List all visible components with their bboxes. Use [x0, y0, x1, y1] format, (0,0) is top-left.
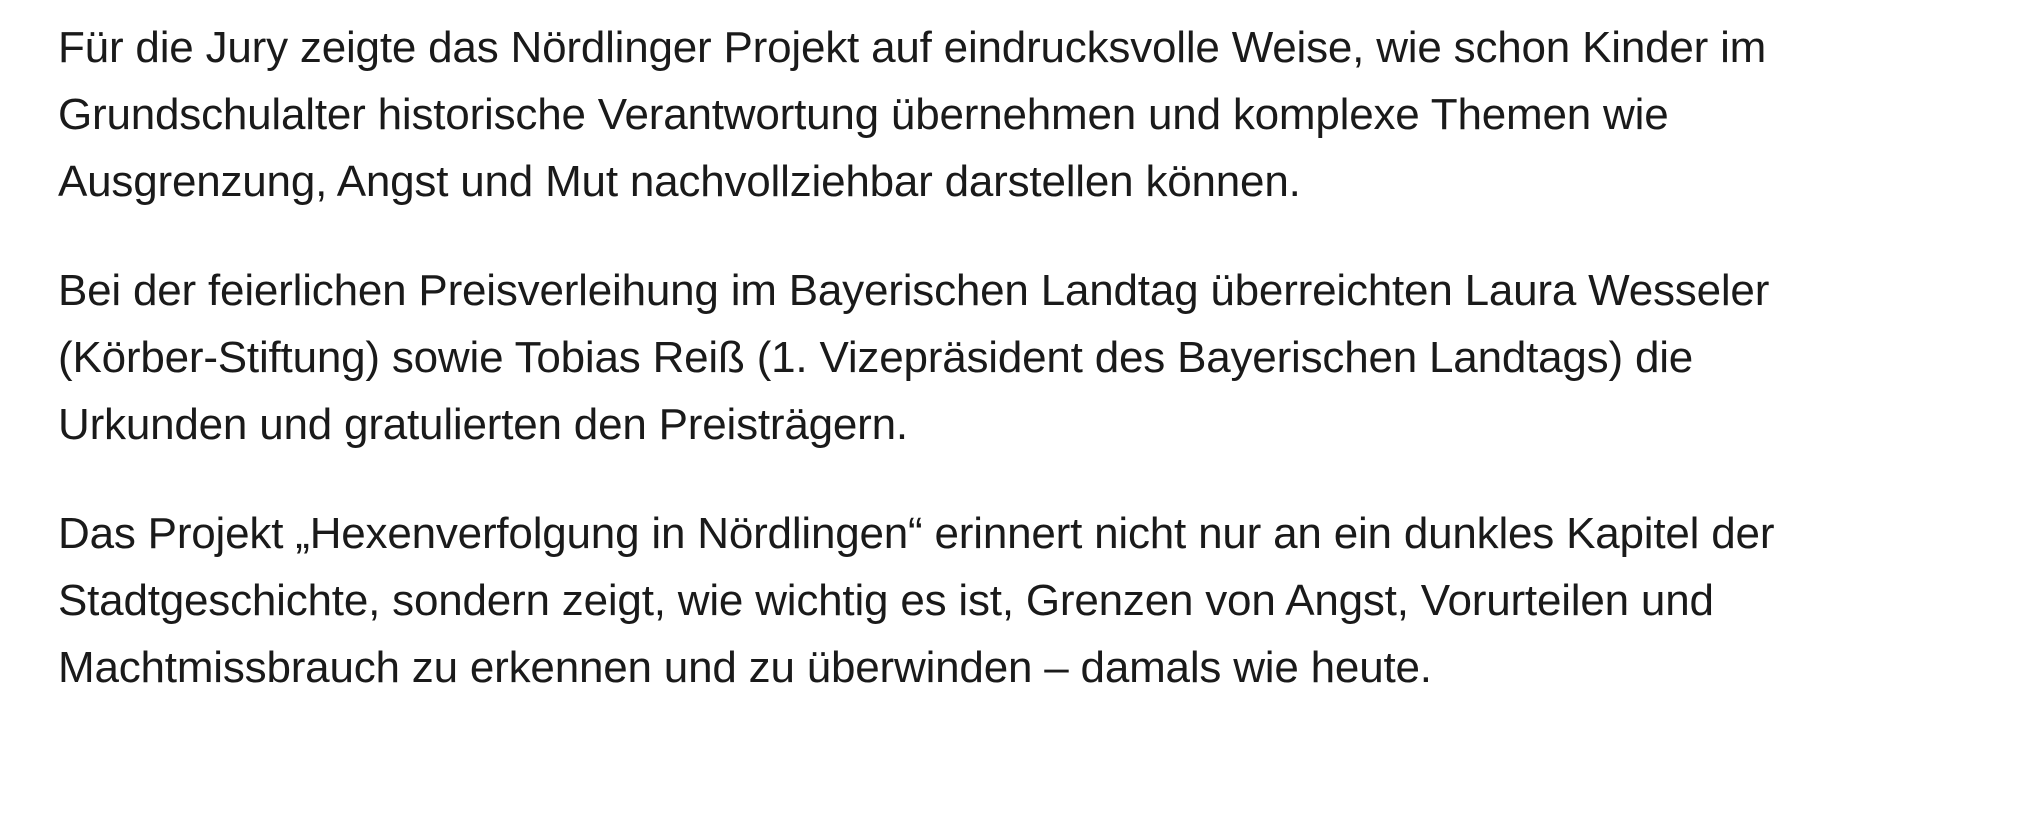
text-line: Für die Jury zeigte das Nördlinger Projekt auf eindrucksvolle Weise, wie schon Kinder im [58, 23, 1767, 72]
text-line: Machtmissbrauch zu erkennen und zu überwinden – damals wie heute. [58, 643, 1432, 692]
text-line: (Körber-Stiftung) sowie Tobias Reiß (1. Vizepräsident des Bayerischen Landtags) die [58, 333, 1694, 382]
text-line: Grundschulalter historische Verantwortung übernehmen und komplexe Themen wie [58, 90, 1669, 139]
paragraph-jury [58, 14, 2002, 215]
paragraph-projekt [58, 500, 2002, 701]
paragraph-preisverleihung [58, 257, 2002, 458]
text-line: Urkunden und gratulierten den Preisträgern. [58, 400, 908, 449]
text-line: Das Projekt „Hexenverfolgung in Nördlingen“ erinnert nicht nur an ein dunkles Kapitel der [58, 509, 1775, 558]
text-line: Bei der feierlichen Preisverleihung im Bayerischen Landtag überreichten Laura Wesseler [58, 266, 1770, 315]
text-line: Stadtgeschichte, sondern zeigt, wie wichtig es ist, Grenzen von Angst, Vorurteilen und [58, 576, 1714, 625]
text-line: Ausgrenzung, Angst und Mut nachvollziehbar darstellen können. [58, 157, 1301, 206]
